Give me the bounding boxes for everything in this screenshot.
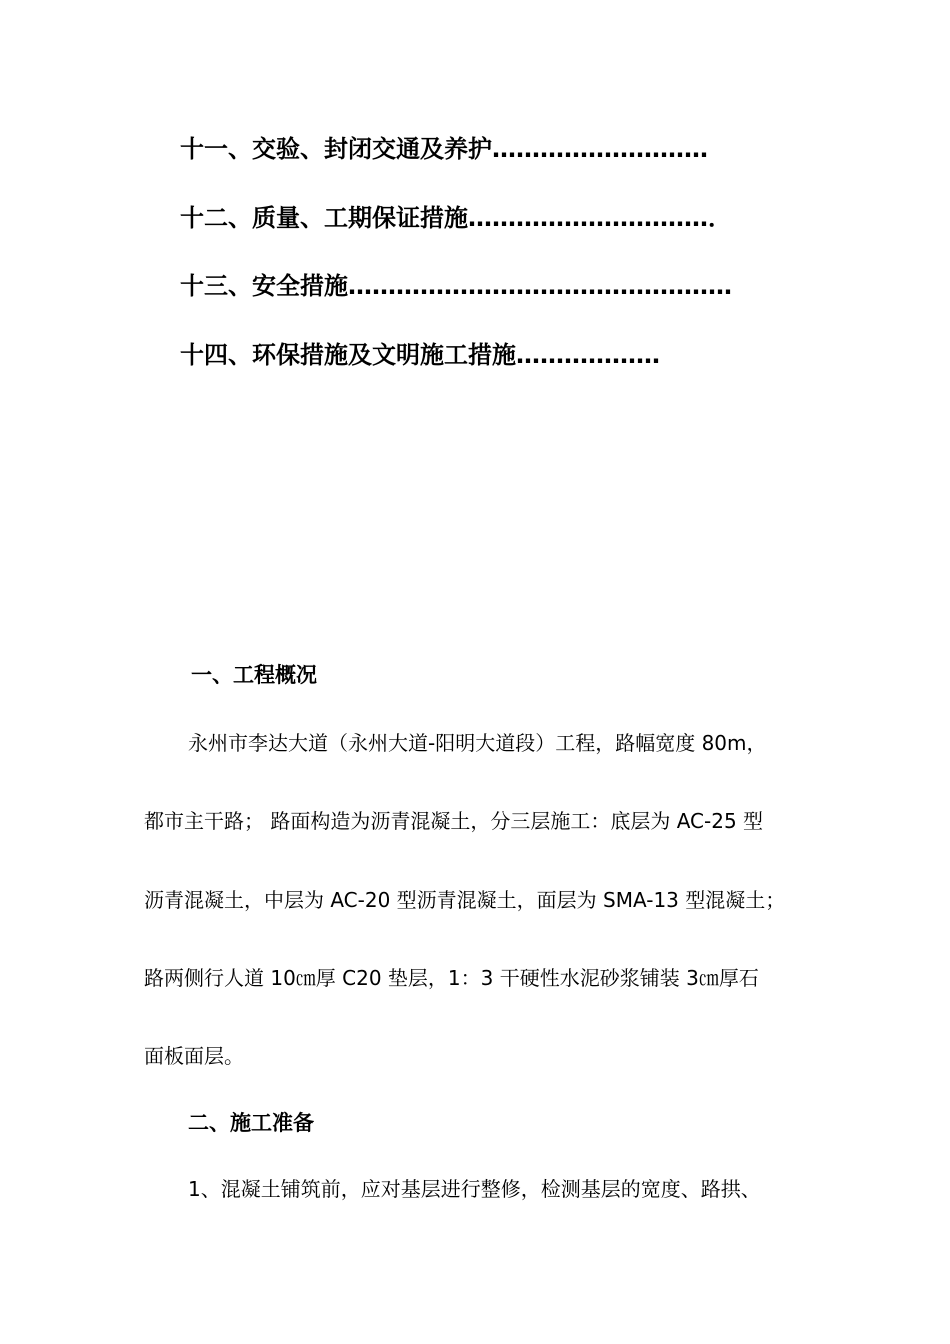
toc-item-11: 十一、交验、封闭交通及养护………………………: [180, 135, 708, 163]
section-heading: 二、施工准备: [188, 1111, 314, 1135]
toc-item-14: 十四、环保措施及文明施工措施………………: [180, 341, 660, 369]
toc-item-13: 十三、安全措施…………………………………………: [180, 272, 732, 300]
paragraph-line: 面板面层。: [144, 1044, 244, 1068]
paragraph-line: 永州市李达大道（永州大道-阳明大道段）工程，路幅宽度 80m，: [188, 731, 767, 755]
paragraph-line: 都市主干路； 路面构造为沥青混凝土，分三层施工：底层为 AC-25 型: [144, 809, 764, 833]
toc-item-12: 十二、质量、工期保证措施…………………………．: [180, 204, 732, 232]
section-heading: 一、工程概况: [191, 663, 317, 687]
paragraph-line: 路两侧行人道 10㎝厚 C20 垫层，1：3 干硬性水泥砂浆铺装 3㎝厚石: [144, 966, 759, 990]
paragraph-line: 1、混凝土铺筑前，应对基层进行整修，检测基层的宽度、路拱、: [188, 1177, 761, 1201]
paragraph-line: 沥青混凝土，中层为 AC-20 型沥青混凝土，面层为 SMA-13 型混凝土；: [144, 888, 786, 912]
